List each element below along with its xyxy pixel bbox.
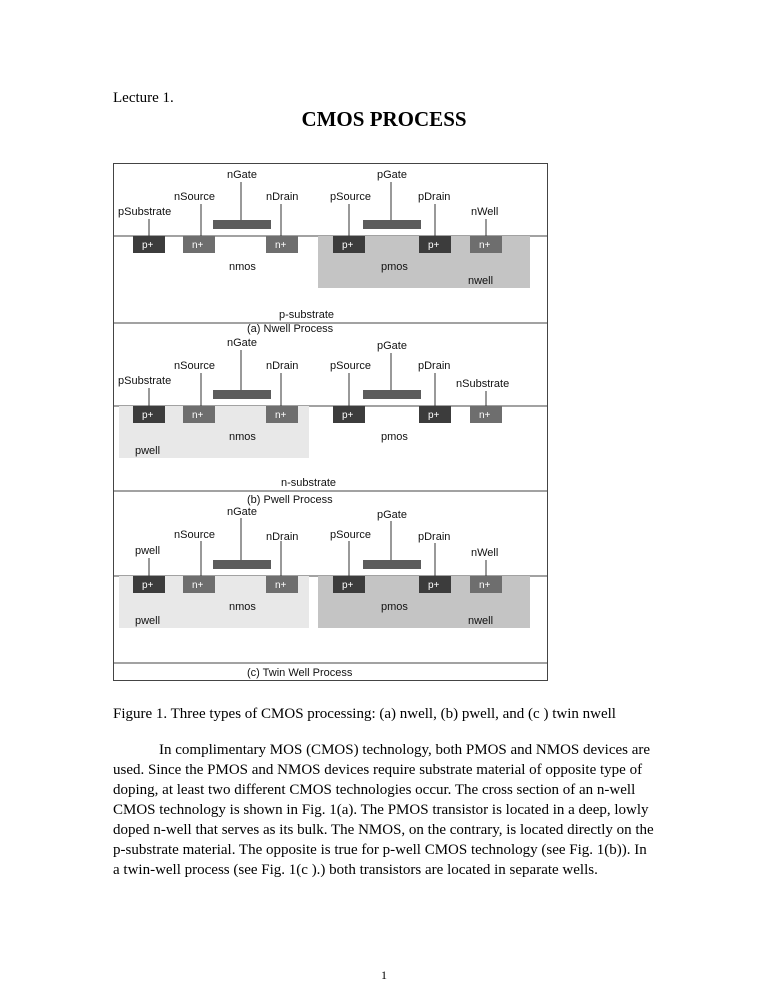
n-plus-tap-label: n+ xyxy=(479,240,491,251)
ngate-label: nGate xyxy=(227,506,257,518)
n-plus-tap-label: n+ xyxy=(479,410,491,421)
psource-label: pSource xyxy=(330,191,371,203)
p-plus-source-label: p+ xyxy=(342,580,354,591)
psource-label: pSource xyxy=(330,360,371,372)
left-terminal-label: pwell xyxy=(135,545,161,557)
cmos-figure xyxy=(113,163,548,681)
left-terminal-label: pSubstrate xyxy=(118,375,172,387)
ngate-label: nGate xyxy=(227,169,257,181)
pdrain-label: pDrain xyxy=(418,191,451,203)
panel-caption: (c) Twin Well Process xyxy=(247,667,353,679)
pmos-label: pmos xyxy=(381,601,408,613)
p-plus-source-label: p+ xyxy=(342,410,354,421)
ndrain-label: nDrain xyxy=(266,531,299,543)
p-plus-tap-label: p+ xyxy=(142,240,154,251)
pwell-label: pwell xyxy=(135,445,161,457)
p-gate xyxy=(363,560,421,569)
p-plus-drain-label: p+ xyxy=(428,240,440,251)
panel-caption: (a) Nwell Process xyxy=(247,323,334,335)
ndrain-label: nDrain xyxy=(266,191,299,203)
pdrain-label: pDrain xyxy=(418,531,451,543)
n-plus-drain-label: n+ xyxy=(275,240,287,251)
nwell-label: nwell xyxy=(468,275,494,287)
n-plus-source-label: n+ xyxy=(192,580,204,591)
nmos-label: nmos xyxy=(229,601,256,613)
right-terminal-label: nSubstrate xyxy=(456,378,510,390)
p-plus-tap-label: p+ xyxy=(142,580,154,591)
n-plus-tap-label: n+ xyxy=(479,580,491,591)
n-gate xyxy=(213,560,271,569)
nsource-label: nSource xyxy=(174,529,215,541)
n-plus-drain-label: n+ xyxy=(275,580,287,591)
pmos-label: pmos xyxy=(381,261,408,273)
body-paragraph: In complimentary MOS (CMOS) technology, both PMOS and NMOS devices are used. Since the PMOS and NMOS devices require substrate material of opposite type of doping, at least two different CMOS technologies occur. The cross section of an n-well CMOS technology is shown in Fig. 1(a). The PMOS transistor is located in a deep, lowly doped n-well that serves as its bulk. The NMOS, on the contrary, is located directly on the p-substrate material. The opposite is true for p-well CMOS technology (see Fig. 1(b)). In a twin-well process (see Fig. 1(c ).) both transistors are located in separate wells. xyxy=(113,742,654,878)
n-gate xyxy=(213,220,271,229)
p-plus-tap-label: p+ xyxy=(142,410,154,421)
figure-caption: Figure 1. Three types of CMOS processing: (a) nwell, (b) pwell, and (c ) twin nwell xyxy=(113,706,616,722)
ngate-label: nGate xyxy=(227,337,257,349)
substrate-label: n-substrate xyxy=(281,477,337,489)
nmos-label: nmos xyxy=(229,261,256,273)
ndrain-label: nDrain xyxy=(266,360,299,372)
pmos-label: pmos xyxy=(381,431,408,443)
nsource-label: nSource xyxy=(174,191,215,203)
pdrain-label: pDrain xyxy=(418,360,451,372)
p-gate xyxy=(363,390,421,399)
p-plus-source-label: p+ xyxy=(342,240,354,251)
right-terminal-label: nWell xyxy=(471,206,499,218)
n-plus-drain-label: n+ xyxy=(275,410,287,421)
n-gate xyxy=(213,390,271,399)
pgate-label: pGate xyxy=(377,509,407,521)
n-plus-source-label: n+ xyxy=(192,240,204,251)
nmos-label: nmos xyxy=(229,431,256,443)
p-gate xyxy=(363,220,421,229)
pgate-label: pGate xyxy=(377,169,407,181)
nsource-label: nSource xyxy=(174,360,215,372)
page-title: CMOS PROCESS xyxy=(301,107,467,131)
lecture-label: Lecture 1. xyxy=(113,90,174,106)
right-terminal-label: nWell xyxy=(471,547,499,559)
left-terminal-label: pSubstrate xyxy=(118,206,172,218)
p-plus-drain-label: p+ xyxy=(428,410,440,421)
pgate-label: pGate xyxy=(377,340,407,352)
p-plus-drain-label: p+ xyxy=(428,580,440,591)
panel-caption: (b) Pwell Process xyxy=(247,494,333,506)
nwell-label: nwell xyxy=(468,615,494,627)
n-plus-source-label: n+ xyxy=(192,410,204,421)
substrate-label: p-substrate xyxy=(279,309,335,321)
page-number: 1 xyxy=(381,968,387,982)
pwell-label: pwell xyxy=(135,615,161,627)
psource-label: pSource xyxy=(330,529,371,541)
